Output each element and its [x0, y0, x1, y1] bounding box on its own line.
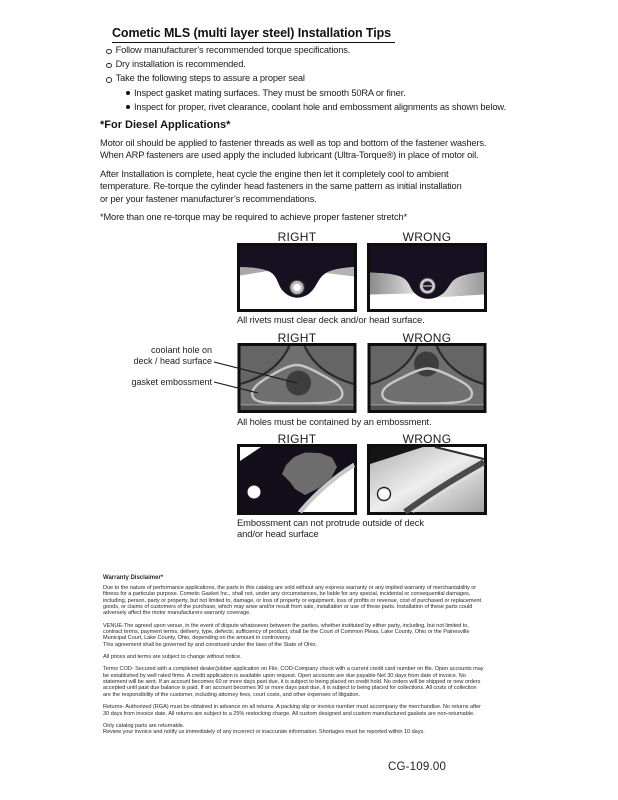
tip-text: Inspect gasket mating surfaces. They must be smooth 50RA or finer.: [134, 87, 406, 98]
list-item: [126, 88, 506, 102]
tip-text: Dry installation is recommended.: [115, 59, 246, 70]
diesel-note: *More than one re-torque may be required to achieve proper fastener stretch*: [100, 212, 407, 223]
list-item: [106, 59, 506, 73]
warranty-paragraph: VENUE-The agreed upon venue, in the event of dispute whatsoever between the parties, whether instituted by either party, including, but not limited to, contract terms, payment terms, delivery, type, defects, sufficiency of product, shall be the Court of Common Pleas, Lake County, Ohio or the Painesville Municipal Court, Lake County, Ohio, depending on the amount in controversy. This agreement shall be governed by and construed under the laws of the State of Ohio.: [103, 622, 470, 648]
tips-list: [106, 45, 506, 116]
list-item: [106, 45, 506, 59]
embossment-caption: All holes must be contained by an embossment.: [237, 416, 432, 427]
open-bullet-icon: [106, 49, 112, 55]
filled-bullet-icon: [126, 105, 130, 109]
warranty-paragraph: All prices and terms are subject to change without notice.: [103, 654, 242, 661]
warranty-paragraph: Only catalog parts are returnable. Review your invoice and notify us immediately of any incorrect or inaccurate information. Shortages must be reported within 10 days.: [103, 722, 425, 736]
warranty-heading: Warranty Disclaimer*: [103, 575, 164, 581]
deck-edge-wrong-diagram: [367, 444, 487, 515]
rivet-caption: All rivets must clear deck and/or head surface.: [237, 314, 425, 325]
list-item: [126, 102, 506, 116]
diesel-paragraph: After Installation is complete, heat cycle the engine then let it completely cool to ambient temperature. Re-torque the cylinder head fasteners in the same pattern as initial installation or per your fastener manufacturer’s recommendations.: [100, 168, 462, 204]
rivet-right-diagram: [237, 243, 357, 312]
right-label: RIGHT: [277, 432, 317, 446]
wrong-label: WRONG: [402, 230, 452, 244]
tip-text: Follow manufacturer’s recommended torque specifications.: [115, 45, 351, 55]
wrong-label: WRONG: [402, 432, 452, 446]
embossment-wrong-diagram: [367, 343, 487, 413]
warranty-paragraph: Terms COD- Secured with a completed dealer/jobber application on File, COD-Company check with a current credit card number on file. Open accounts may be established by well rated firms. A credit application is available upon request. Open accounts are due payable Net 30 days from date of invoice. No statement will be sent. If an account becomes 60 or more days past due, it is subject to being placed on credit hold. No orders will be shipped or new orders accepted until past due balance is paid. If an account becomes 90 or more days past due, it is subject to being placed for collections. All costs of collection are the responsibility of the customer, including attorney fees, court costs, and other expenses of litigation.: [103, 666, 484, 698]
right-label: RIGHT: [277, 331, 317, 345]
rivet-wrong-diagram: [367, 243, 487, 312]
embossment-right-diagram: [237, 343, 357, 413]
open-bullet-icon: [106, 77, 112, 83]
wrong-label: WRONG: [402, 331, 452, 345]
list-item: [106, 73, 506, 87]
right-label: RIGHT: [277, 230, 317, 244]
warranty-paragraph: Returns- Authorized (RGA) must be obtained in advance on all returns. A packing slip or invoice number must accompany the merchandise. No returns after 30 days from invoice date. All returns are subject to a 25% restocking charge. All custom designed and custom manufactured gaskets are non-returnable.: [103, 704, 481, 717]
page-title: Cometic MLS (multi layer steel) Installation Tips: [112, 26, 395, 43]
warranty-section: [103, 575, 539, 742]
gasket-embossment-label: gasket embossment: [131, 377, 212, 387]
diesel-heading: *For Diesel Applications*: [100, 119, 231, 131]
tip-text: Inspect for proper, rivet clearance, coolant hole and embossment alignments as shown below.: [134, 101, 506, 112]
diesel-section: [100, 119, 532, 229]
coolant-hole-label: coolant hole on deck / head surface: [133, 345, 212, 366]
deck-edge-caption: Embossment can not protrude outside of deck and/or head surface: [237, 517, 424, 539]
warranty-paragraph: Due to the nature of performance applications, the parts in this catalog are sold without any express warranty or any implied warranty of merchantability or fitness for a particular purpose. Cometic Gasket Inc., shall not, under any circumstances, be liable for any special, incidental or consequential damages, including, person, party or property, but not limited to, damage, or loss of property or equipment, loss of profits or revenue, cost of purchased or replacement goods, or claims of customers of the purchase, which may arise and/or result from sale, installation or use of these parts. Installation of these parts could adversely affect the motor manufacturers warranty coverage.: [103, 585, 482, 617]
diesel-paragraph: Motor oil should be applied to fastener threads as well as top and bottom of the fastener washers. When ARP fasteners are used apply the included lubricant (Ultra-Torque®) in place of motor oil.: [100, 138, 487, 161]
open-bullet-icon: [106, 63, 112, 69]
page-number: CG-109.00: [388, 761, 447, 773]
deck-edge-right-diagram: [237, 444, 357, 515]
tip-text: Take the following steps to assure a proper seal: [115, 73, 305, 84]
filled-bullet-icon: [126, 91, 130, 95]
